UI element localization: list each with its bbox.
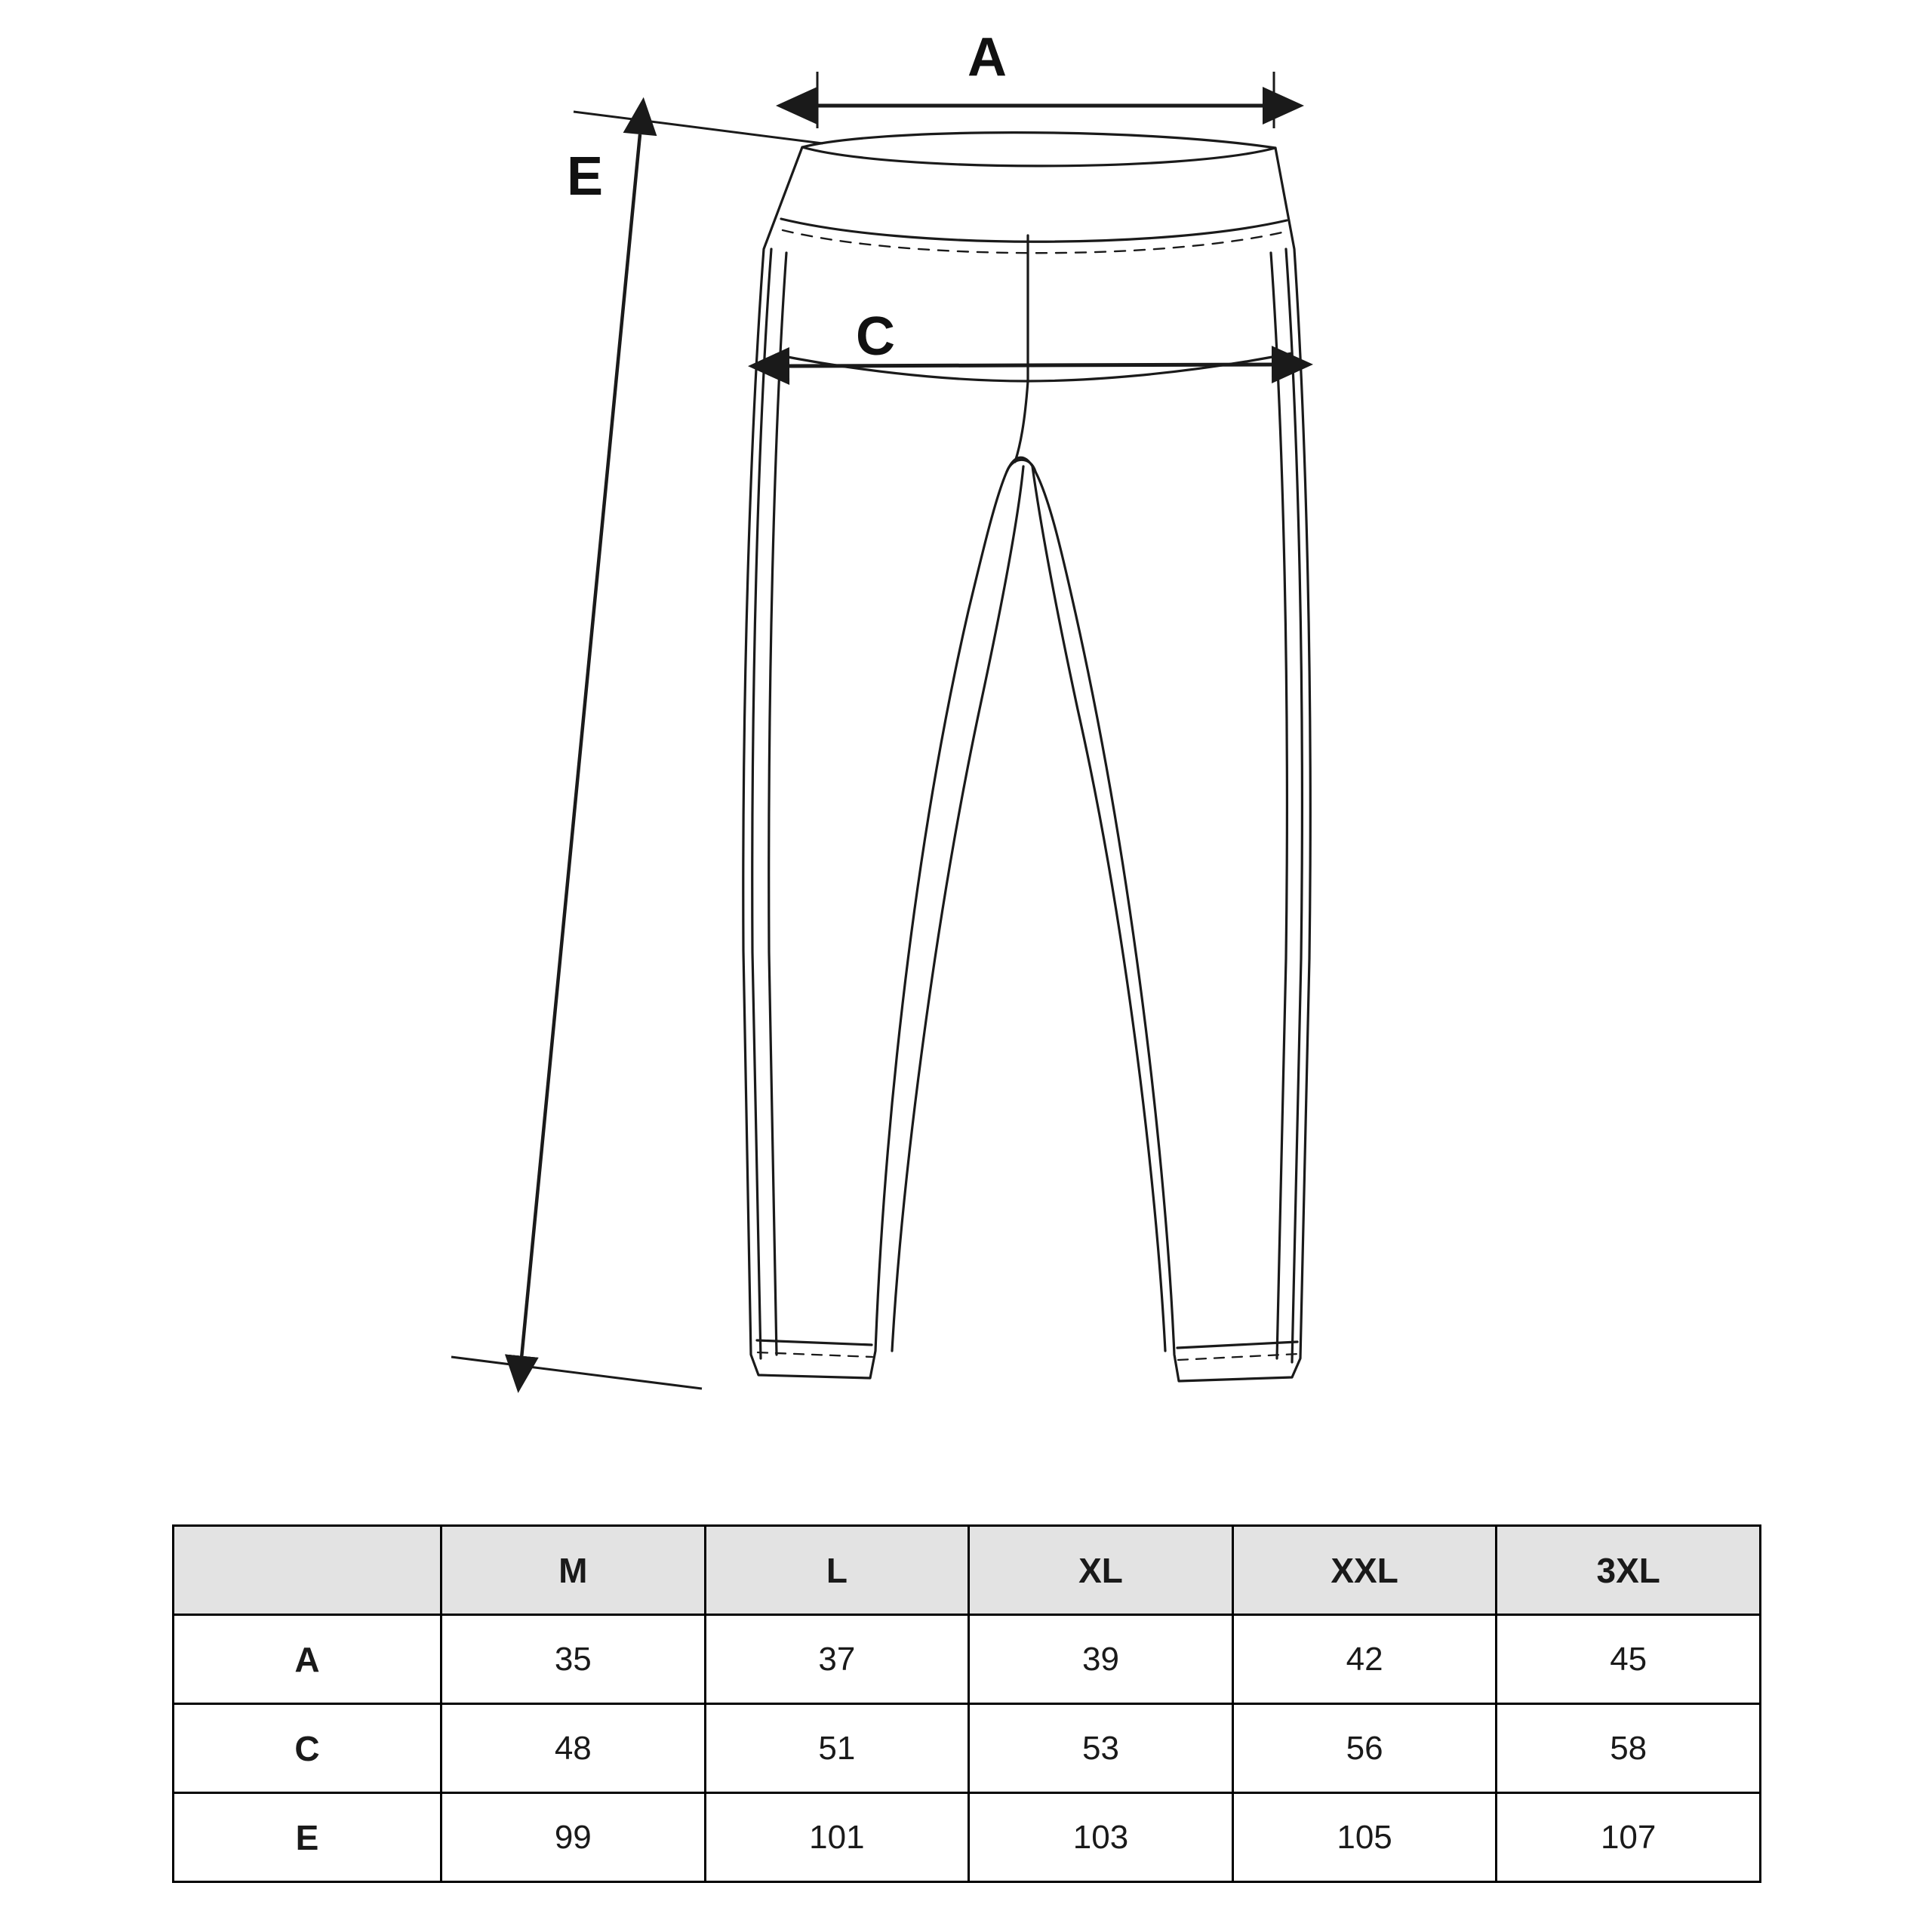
cell-e-m: 99 [441,1793,706,1882]
dimension-a-label: A [968,27,1007,88]
column-header-3xl: 3XL [1497,1526,1761,1615]
size-table [172,1524,1761,1883]
cell-a-m: 35 [441,1615,706,1704]
dimension-e-label: E [566,146,604,207]
row-header-e: E [174,1793,441,1882]
cell-c-3xl: 58 [1497,1704,1761,1793]
dimension-c-label: C [856,306,895,367]
row-header-a: A [174,1615,441,1704]
column-header-m: M [441,1526,706,1615]
column-header-xl: XL [969,1526,1233,1615]
cell-c-xxl: 56 [1232,1704,1497,1793]
cell-e-3xl: 107 [1497,1793,1761,1882]
cell-a-xl: 39 [969,1615,1233,1704]
cell-a-3xl: 45 [1497,1615,1761,1704]
column-header-l: L [705,1526,969,1615]
table-header-row [174,1526,1761,1615]
cell-a-xxl: 42 [1232,1615,1497,1704]
cell-a-l: 37 [705,1615,969,1704]
cell-c-l: 51 [705,1704,969,1793]
row-header-c: C [174,1704,441,1793]
cell-e-xxl: 105 [1232,1793,1497,1882]
dimension-a-arrow [817,72,1274,128]
cell-e-xl: 103 [969,1793,1233,1882]
size-table-container [172,1524,1759,1883]
table-row [174,1704,1761,1793]
cell-c-m: 48 [441,1704,706,1793]
table-row [174,1793,1761,1882]
leggings-outline [743,133,1311,1381]
table-corner-cell [174,1526,441,1615]
cell-c-xl: 53 [969,1704,1233,1793]
column-header-xxl: XXL [1232,1526,1497,1615]
table-row [174,1615,1761,1704]
cell-e-l: 101 [705,1793,969,1882]
